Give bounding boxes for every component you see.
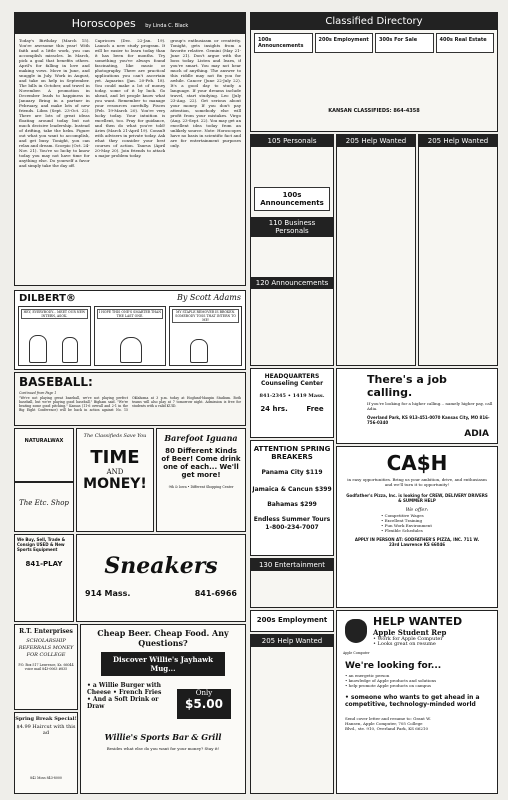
cash-body: in easy opportunities. Bring us your ambition, drive, and enthusiasm and we'll turn it to opportunity! bbox=[347, 477, 487, 487]
dilbert-comic bbox=[14, 290, 246, 370]
kansan-phone: KANSAN CLASSIFIEDS: 864-4358 bbox=[328, 108, 420, 114]
entertainment-header: 130 Entertainment bbox=[251, 559, 333, 571]
etc-shop-name: The Etc. Shop bbox=[19, 499, 69, 507]
cheap-beer-headline: Cheap Beer. Cheap Food. Any Questions? bbox=[97, 628, 229, 648]
apple-ad bbox=[336, 610, 498, 794]
price-value: $5.00 bbox=[185, 697, 223, 711]
sneakers-address: 914 Mass. bbox=[85, 589, 131, 598]
rt-name: R.T. Enterprises bbox=[19, 628, 73, 635]
only-label: Only bbox=[195, 689, 213, 697]
godfathers-hiring: Godfather's Pizza, Inc. is looking for CREW, DELIVERY DRIVERS & SUMMER HELP bbox=[346, 493, 488, 503]
cat-200s: 200s Employment bbox=[315, 33, 374, 53]
help-wanted-header-1: 205 Help Wanted bbox=[337, 135, 415, 147]
etc-shop-ad bbox=[14, 482, 74, 532]
personals-column bbox=[250, 134, 334, 366]
offer-item-3: • Fun Work Environment bbox=[381, 523, 432, 528]
entertainment-column bbox=[250, 558, 334, 608]
newspaper-page bbox=[14, 12, 496, 792]
barefoot-address: 9th & Iowa • Different Shopping Center bbox=[168, 485, 234, 489]
help-wanted-col-1 bbox=[336, 134, 416, 366]
help-wanted-col-3 bbox=[250, 634, 334, 794]
barefoot-body: 80 Different Kinds of Beer! Come drink one of each... We'll get more! bbox=[161, 447, 241, 479]
personals-header: 105 Personals bbox=[251, 135, 333, 147]
adia-ad bbox=[336, 368, 498, 444]
baseball-body: "We're not playing great baseball, we're not playing perfect baseball, but we're playing good baseball," Bigham said. "We're beating some good pitching." Kansas (11-6 overall and 2-1 in the Big Eight Conference) will be back in action against No. 15 Oklahoma at 3 p.m. today at Hoglund-Maupin Stadium. Both teams will also play at 7 tomorrow night. Admission is free for students with a valid KUID. bbox=[19, 396, 241, 412]
employment-200s-box bbox=[250, 610, 334, 632]
sneakers-phone: 841-6966 bbox=[194, 589, 237, 598]
horoscopes-byline: by Linda C. Black bbox=[145, 23, 189, 29]
godfathers-apply: APPLY IN PERSON AT: GODFATHER'S PIZZA, INC. 711 W. 23rd Lawrence KS 66046 bbox=[354, 537, 480, 547]
looking-item-3: • help promote Apple products on campus bbox=[345, 683, 431, 688]
announcements-120-header: 120 Announcements bbox=[251, 277, 333, 289]
rt-body: SCHOLARSHIP REFERRALS MONEY FOR COLLEGE bbox=[18, 638, 74, 658]
sports-phone: 841-PLAY bbox=[25, 560, 63, 568]
comic-panel-2 bbox=[94, 306, 167, 366]
barefoot-name: Barefoot Iguana bbox=[164, 433, 238, 443]
haircut-text: $4.99 Haircut with this ad bbox=[16, 724, 76, 736]
apple-rep-title: Apple Student Rep bbox=[373, 628, 447, 637]
looking-item-2: • knowledge of Apple products and solutions bbox=[345, 678, 437, 683]
panama-price: Panama City $119 bbox=[261, 469, 323, 476]
apple-logo-icon bbox=[345, 619, 367, 643]
apple-brand: Apple Computer bbox=[343, 651, 370, 655]
panel-3-text: MY STAPLE REMOVER IS BROKEN. SOMEBODY TOSS THAT INTERN TO ME! bbox=[172, 309, 239, 323]
cat-400s: 400s Real Estate bbox=[436, 33, 495, 53]
hq-phone: 841-2345 • 1419 Mass. bbox=[259, 393, 325, 399]
employment-200s: 200s Employment bbox=[256, 616, 328, 624]
naturalwax-name: NATURALWAX bbox=[24, 438, 64, 444]
offer-item-2: • Excellent Training bbox=[381, 518, 423, 523]
sports-consign-ad bbox=[14, 534, 74, 622]
help-wanted-headline: HELP WANTED bbox=[373, 615, 463, 628]
money-word: MONEY! bbox=[83, 476, 147, 492]
and-word: AND bbox=[106, 468, 124, 476]
bahamas-price: Bahamas $299 bbox=[267, 501, 317, 508]
apple-point-1: • Work for Apple Computer bbox=[373, 636, 443, 642]
baseball-title: BASEBALL: bbox=[19, 375, 93, 389]
baseball-article bbox=[14, 372, 246, 426]
cash-headline: CA$H bbox=[386, 451, 448, 475]
adia-logo: ADIA bbox=[464, 429, 489, 439]
business-personals-header: 110 Business Personals bbox=[251, 217, 333, 237]
baseball-continued: Continued from Page 1 bbox=[19, 391, 57, 395]
willie-mug-box: Discover Willie's Jayhawk Mug... bbox=[101, 652, 225, 676]
classifieds-title: Classified Directory bbox=[251, 13, 497, 30]
resume-address: Send cover letter and resume to: Grant W. Hansen, Apple Computer, 705 College Blvd., ste. 910, Overland Park, KS 66210 bbox=[345, 716, 431, 731]
help-wanted-col-2 bbox=[418, 134, 498, 366]
character-1 bbox=[29, 335, 47, 363]
character-3 bbox=[120, 337, 142, 363]
comic-byline: By Scott Adams bbox=[176, 293, 241, 302]
besides-text: Besides what else do you want for your money? Stay it! bbox=[106, 746, 220, 751]
haircut-address: 842 Moss 843-8000 bbox=[30, 776, 62, 780]
job-calling-headline: There's a job calling. bbox=[367, 373, 447, 399]
apple-point-2: • Looks great on resume bbox=[373, 641, 436, 647]
endless-summer: Endless Summer Tours 1-800-234-7007 bbox=[253, 516, 331, 531]
hq-free: Free bbox=[306, 405, 324, 413]
horoscopes-title: Horoscopes bbox=[71, 17, 136, 30]
sneakers-logo: Sneakers bbox=[104, 553, 218, 579]
help-wanted-header-3: 205 Help Wanted bbox=[251, 635, 333, 647]
cat-300s: 300s For Sale bbox=[375, 33, 434, 53]
comic-panel-1 bbox=[18, 306, 91, 366]
horoscopes-col3: group's enthusiasm or creativity. Tonight, gets insights from a favorite relative. Gemini (May 21-June 21). Don't argue with the boss today. Listen and learn, if you're smart. You may not hear much of anything. The answer to this riddle may not fix you for awhile. Cancer (June 22-July 22). It's a good day to study a language. If your dreams include travel, start studying. Leo (July 23-Aug. 22). Get serious about your money. If you don't pay attention, somebody else will profit from your mistakes. Virgo (Aug. 23-Sept. 22). You may get an excellent idea today from an unlikely source. Note: Horoscopes have no basis in scientific fact and are for entertainment purposes only. bbox=[170, 38, 242, 148]
horoscopes-col1: Today's Birthday (March 15). You're awesome this year! With faith and a little work, you can accomplish miracles. In March, pick a goal that benefits others. April's for falling in love and making vows. Move in June, and snuggle in July. Work in August, and take on help in September. The bills in October, and travel in November. A promotion in December leads to happiness in January. Bring in a partner in February, and make lots of new friends. Libra (Sept. 23-Oct. 22). There are lots of great ideas floating around today but not much decisive leadership. Instead of drifting, take the helm. Figure out what you want to accomplish, and get busy. Tonight, you can relax and dream. Scorpio (Oct. 24-Nov. 21). You're so lucky to know today you may not have time for anything else. Do yourself a favor and simply take the day off. bbox=[19, 38, 90, 168]
haircut-ad bbox=[14, 712, 78, 794]
panel-1-text: HEY, EVERYBODY... MEET OUR NEW INTERN, ASOK. bbox=[21, 309, 88, 319]
horoscopes-col2: Capricorn (Dec. 22-Jan. 19). Launch a new study program. It will be easier to learn today than it has been for months. Try something you've always found fascinating, like music or photography. There are practical applications you can't ascertain yet. Aquarius (Jan. 20-Feb. 18). You could make a lot of money today, some of it by luck. Go ahead, and let people know what you want. Remember to manage your resources carefully. Pisces (Feb. 19-March 20). You're very lucky today. Your intuition is excellent, too. Pray for guidance, and then do what you're told! Aries (March 21-April 19). Consult with advisers in private today. Ask what they consider your best courses of action. Taurus (April 20-May 20). Join friends to attack a major problem today. bbox=[94, 38, 166, 158]
willie-items: • a Willie Burger with Cheese • French Fries • And a Soft Drink or Draw bbox=[87, 682, 162, 710]
panel-2-text: I HOPE THIS ONE'S SMARTER THAN THE LAST ONE. bbox=[97, 309, 164, 319]
classifieds-save-label: The Classifieds Save You bbox=[83, 433, 147, 439]
job-calling-body: If you're looking for a higher calling... namely higher pay, call Adia. bbox=[367, 401, 493, 411]
horoscopes-section bbox=[14, 12, 246, 286]
comic-panel-3 bbox=[169, 306, 242, 366]
horoscopes-banner bbox=[15, 13, 245, 34]
godfathers-ad bbox=[336, 446, 498, 608]
cat-100s: 100s Announcements bbox=[254, 33, 313, 53]
offer-item-1: • Competitive Wages bbox=[381, 513, 424, 518]
hq-title: HEADQUARTERS Counseling Center bbox=[260, 373, 324, 387]
barefoot-iguana-ad bbox=[156, 428, 246, 532]
adia-address: Overland Park, KS 913-451-0070 Kansas City, MO 816-756-0340 bbox=[367, 415, 490, 425]
hq-hours: 24 hrs. bbox=[260, 405, 288, 413]
offer-item-4: • Flexible Schedules bbox=[381, 528, 423, 533]
competitive-world: • someone who wants to get ahead in a competitive, technology-minded world bbox=[345, 694, 480, 708]
looking-for: We're looking for... bbox=[345, 661, 442, 671]
jamaica-price: Jamaica & Cancun $399 bbox=[252, 486, 332, 493]
announcements-100s: 100s Announcements bbox=[254, 187, 330, 211]
classifieds-time-money-ad bbox=[76, 428, 154, 532]
naturalwax-ad bbox=[14, 428, 74, 482]
character-2 bbox=[62, 337, 78, 363]
sports-consign-text: We Buy, Sell, Trade & Consign USED & New Sports Equipment bbox=[17, 537, 66, 552]
price-box bbox=[177, 689, 231, 719]
rt-address: P.O. Box 517 Lawrence, Ks. 66044 voice mail 843-0063 #835 bbox=[18, 663, 74, 671]
time-word: TIME bbox=[90, 447, 140, 468]
headquarters-ad bbox=[250, 368, 334, 438]
help-wanted-header-2: 205 Help Wanted bbox=[419, 135, 497, 147]
we-offer-label: We offer: bbox=[405, 507, 429, 513]
character-4 bbox=[190, 339, 208, 363]
comic-title: DILBERT® bbox=[19, 293, 76, 304]
classified-directory bbox=[250, 12, 498, 132]
sneakers-ad bbox=[76, 534, 246, 622]
looking-item-1: • an energetic person bbox=[345, 673, 390, 678]
willies-ad bbox=[80, 624, 246, 794]
spring-breakers-ad bbox=[250, 440, 334, 556]
spring-break-special: Spring Break Special! bbox=[15, 716, 77, 722]
rt-enterprises-ad bbox=[14, 624, 78, 710]
willies-logo: Willie's Sports Bar & Grill bbox=[104, 732, 222, 742]
attention-headline: ATTENTION SPRING BREAKERS bbox=[253, 445, 331, 461]
